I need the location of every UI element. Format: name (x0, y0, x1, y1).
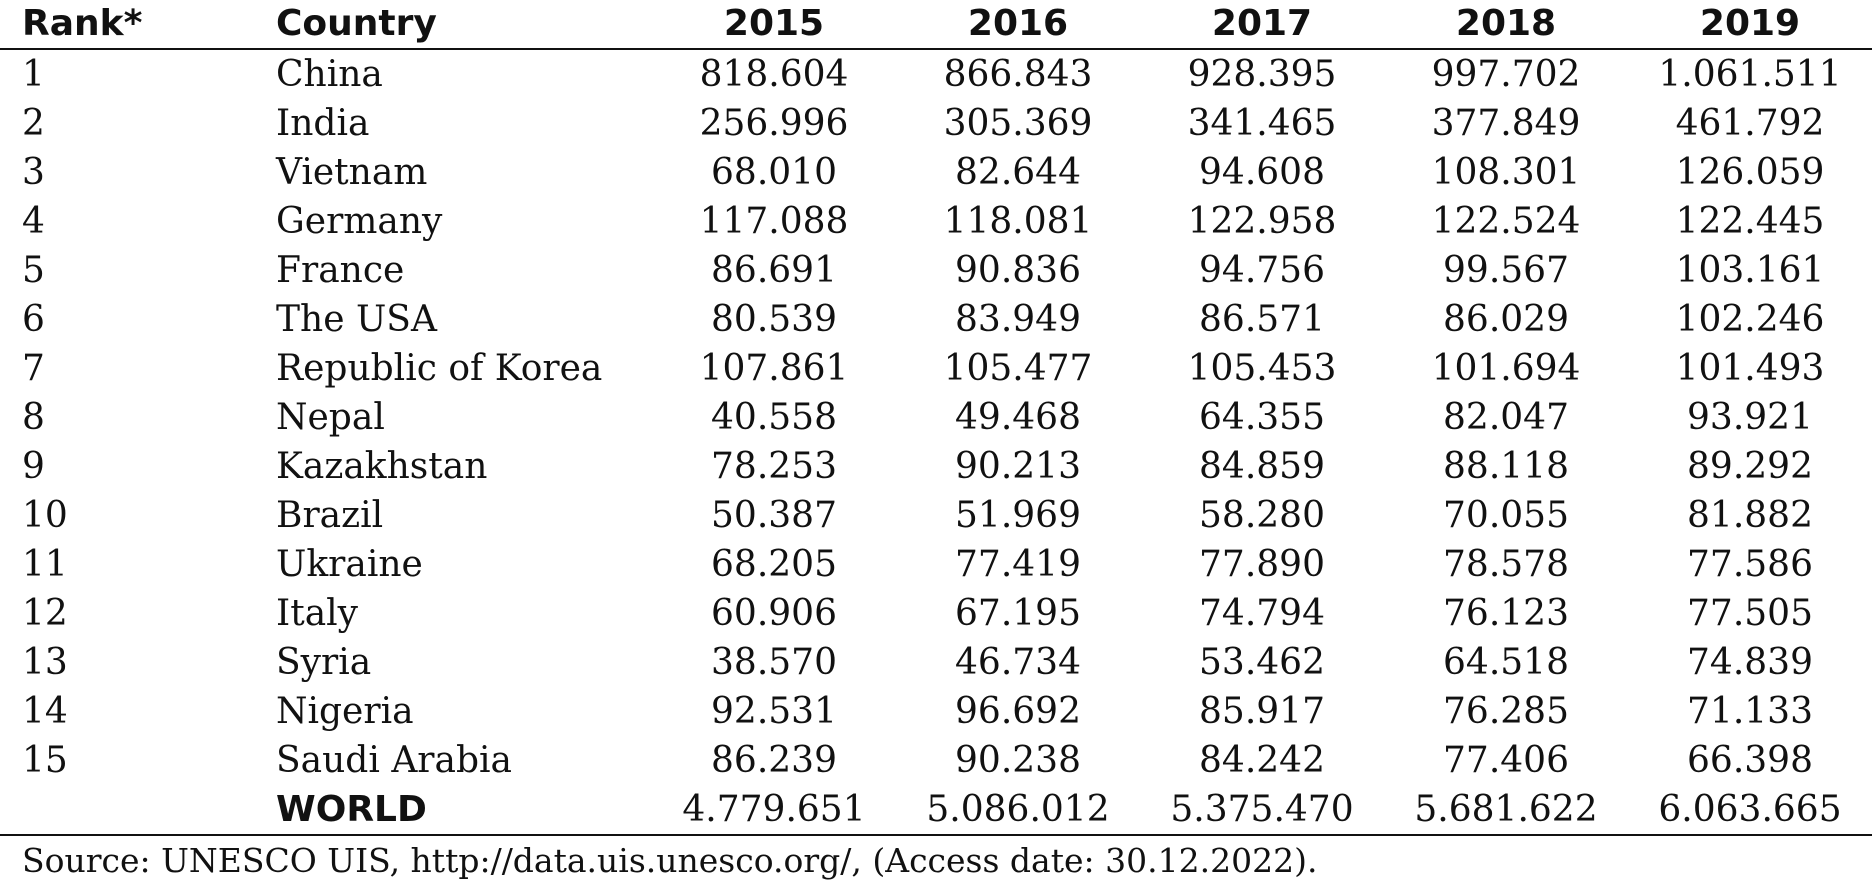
value-cell: 5.375.470 (1140, 785, 1384, 835)
value-cell: 86.571 (1199, 299, 1325, 340)
rank-cell: 15 (22, 740, 68, 781)
table-row (0, 344, 1872, 393)
value-cell: 101.694 (1431, 348, 1581, 389)
table-row (0, 246, 1872, 295)
value-cell: 70.055 (1443, 495, 1569, 536)
value-cell: 58.280 (1199, 495, 1325, 536)
table-row (0, 49, 1872, 99)
value-cell: 76.123 (1443, 593, 1569, 634)
value-cell: 5.681.622 (1384, 785, 1628, 835)
value-cell: 96.692 (955, 691, 1081, 732)
value-cell: 68.010 (711, 152, 837, 193)
value-cell: 86.029 (1443, 299, 1569, 340)
table-row (0, 148, 1872, 197)
table-row (0, 638, 1872, 687)
table-row (0, 295, 1872, 344)
source-note: Source: UNESCO UIS, http://data.uis.unesco.org/, (Access date: 30.12.2022). (22, 841, 1318, 880)
value-cell: 82.047 (1443, 397, 1569, 438)
table-row (0, 197, 1872, 246)
value-cell: 305.369 (943, 103, 1093, 144)
table-row (0, 99, 1872, 148)
value-cell: 51.969 (955, 495, 1081, 536)
value-cell: 85.917 (1199, 691, 1325, 732)
value-cell: 64.518 (1443, 642, 1569, 683)
rank-cell: 14 (22, 691, 68, 732)
rank-cell: 10 (22, 495, 68, 536)
value-cell: 122.958 (1187, 201, 1337, 242)
table-row (0, 491, 1872, 540)
rank-cell: 11 (22, 544, 68, 585)
value-cell: 68.205 (711, 544, 837, 585)
table-header (0, 0, 1872, 49)
value-cell: 74.794 (1199, 593, 1325, 634)
table-row (0, 589, 1872, 638)
header-year-2018: 2018 (1384, 0, 1628, 49)
value-cell: 94.608 (1199, 152, 1325, 193)
value-cell: 74.839 (1687, 642, 1813, 683)
value-cell: 89.292 (1687, 446, 1813, 487)
header-year-2015: 2015 (652, 0, 896, 49)
value-cell: 49.468 (955, 397, 1081, 438)
country-cell: Saudi Arabia (276, 740, 513, 781)
value-cell: 86.691 (711, 250, 837, 291)
value-cell: 1.061.511 (1658, 54, 1842, 95)
rank-cell: 4 (22, 201, 45, 242)
value-cell: 60.906 (711, 593, 837, 634)
world-total-row (0, 785, 1872, 835)
country-cell: Republic of Korea (276, 348, 603, 389)
country-cell: France (276, 250, 405, 291)
country-cell: Vietnam (276, 152, 428, 193)
value-cell: 40.558 (711, 397, 837, 438)
value-cell: 341.465 (1187, 103, 1337, 144)
header-rank: Rank* (0, 0, 276, 49)
value-cell: 377.849 (1431, 103, 1581, 144)
table-row (0, 540, 1872, 589)
value-cell: 90.238 (955, 740, 1081, 781)
value-cell: 77.419 (955, 544, 1081, 585)
value-cell: 84.859 (1199, 446, 1325, 487)
rank-cell: 9 (22, 446, 45, 487)
value-cell: 80.539 (711, 299, 837, 340)
value-cell: 77.586 (1687, 544, 1813, 585)
value-cell: 94.756 (1199, 250, 1325, 291)
value-cell: 101.493 (1675, 348, 1825, 389)
country-cell: Nepal (276, 397, 385, 438)
table-body (0, 49, 1872, 835)
header-year-2017: 2017 (1140, 0, 1384, 49)
value-cell: 84.242 (1199, 740, 1325, 781)
table-row (0, 442, 1872, 491)
value-cell: 122.445 (1675, 201, 1825, 242)
value-cell: 66.398 (1687, 740, 1813, 781)
value-cell: 105.477 (943, 348, 1093, 389)
rank-cell: 1 (22, 54, 45, 95)
value-cell: 118.081 (943, 201, 1093, 242)
rank-cell: 8 (22, 397, 45, 438)
header-country: Country (276, 0, 652, 49)
country-cell: The USA (276, 299, 437, 340)
rank-cell: 2 (22, 103, 45, 144)
value-cell: 90.836 (955, 250, 1081, 291)
rank-cell: 5 (22, 250, 45, 291)
country-cell: Syria (276, 642, 372, 683)
value-cell: 99.567 (1443, 250, 1569, 291)
value-cell: 78.253 (711, 446, 837, 487)
header-year-2019: 2019 (1628, 0, 1872, 49)
value-cell: 928.395 (1187, 54, 1337, 95)
value-cell: 77.890 (1199, 544, 1325, 585)
value-cell: 53.462 (1199, 642, 1325, 683)
value-cell: 122.524 (1431, 201, 1581, 242)
value-cell: 93.921 (1687, 397, 1813, 438)
value-cell: 86.239 (711, 740, 837, 781)
country-cell: Italy (276, 593, 359, 634)
value-cell: 50.387 (711, 495, 837, 536)
value-cell: 105.453 (1187, 348, 1337, 389)
value-cell: 81.882 (1687, 495, 1813, 536)
country-cell: Germany (276, 201, 443, 242)
country-cell: Nigeria (276, 691, 414, 732)
value-cell: 117.088 (699, 201, 849, 242)
rank-cell: 6 (22, 299, 45, 340)
rank-cell: 3 (22, 152, 45, 193)
value-cell: 107.861 (699, 348, 849, 389)
rank-cell: 13 (22, 642, 68, 683)
value-cell: 77.505 (1687, 593, 1813, 634)
value-cell: 6.063.665 (1628, 785, 1872, 835)
value-cell: 5.086.012 (896, 785, 1140, 835)
value-cell: 92.531 (711, 691, 837, 732)
value-cell: 71.133 (1687, 691, 1813, 732)
value-cell: 461.792 (1675, 103, 1825, 144)
rank-cell: 12 (22, 593, 68, 634)
value-cell: 76.285 (1443, 691, 1569, 732)
value-cell: 38.570 (711, 642, 837, 683)
value-cell: 46.734 (955, 642, 1081, 683)
country-cell: Kazakhstan (276, 446, 488, 487)
value-cell: 866.843 (943, 54, 1093, 95)
header-year-2016: 2016 (896, 0, 1140, 49)
value-cell: 78.578 (1443, 544, 1569, 585)
country-cell: India (276, 103, 370, 144)
value-cell: 103.161 (1675, 250, 1825, 291)
table-row (0, 393, 1872, 442)
value-cell: 126.059 (1675, 152, 1825, 193)
value-cell: 256.996 (699, 103, 849, 144)
value-cell: 4.779.651 (652, 785, 896, 835)
country-cell: WORLD (276, 785, 652, 835)
value-cell: 83.949 (955, 299, 1081, 340)
value-cell: 88.118 (1443, 446, 1569, 487)
header-row (0, 0, 1872, 49)
table-row (0, 736, 1872, 785)
country-cell: China (276, 54, 383, 95)
rank-cell (0, 785, 276, 835)
country-cell: Brazil (276, 495, 384, 536)
country-cell: Ukraine (276, 544, 423, 585)
value-cell: 90.213 (955, 446, 1081, 487)
value-cell: 82.644 (955, 152, 1081, 193)
table-row (0, 687, 1872, 736)
rank-cell: 7 (22, 348, 45, 389)
value-cell: 64.355 (1199, 397, 1325, 438)
value-cell: 997.702 (1431, 54, 1581, 95)
value-cell: 818.604 (699, 54, 849, 95)
value-cell: 67.195 (955, 593, 1081, 634)
value-cell: 102.246 (1675, 299, 1825, 340)
value-cell: 108.301 (1431, 152, 1581, 193)
value-cell: 77.406 (1443, 740, 1569, 781)
